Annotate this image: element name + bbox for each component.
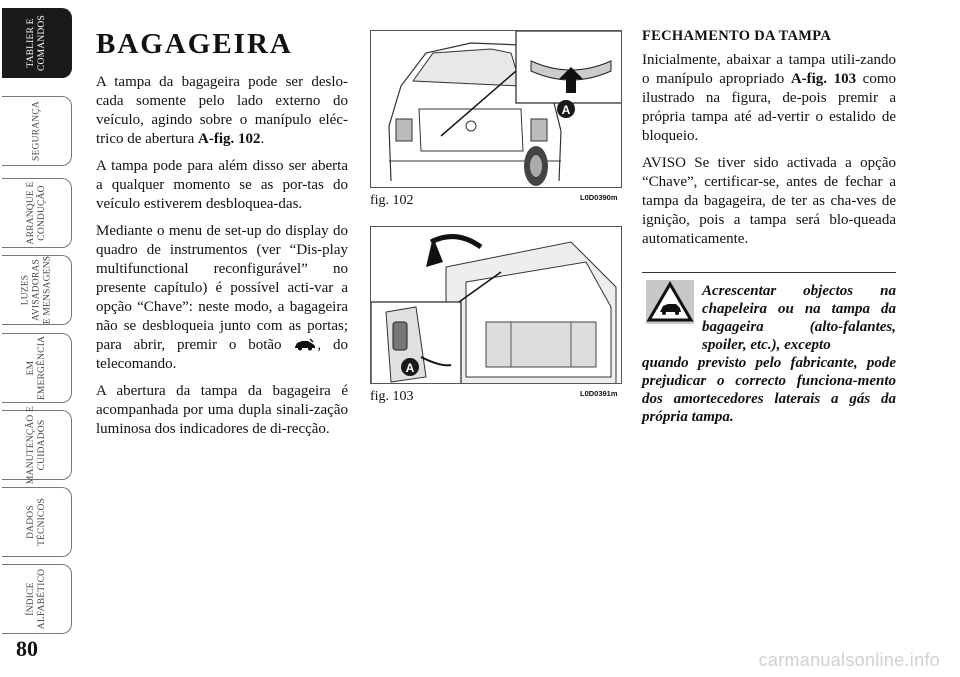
warning-text <box>642 282 896 426</box>
paragraph-text: . <box>260 131 265 147</box>
tab-arranque-conducao[interactable] <box>2 178 72 248</box>
warning-lead: Acrescentar objectos na chapeleira ou na tampa da bagageira (alto-falantes, spoiler, etc.), excepto <box>702 283 896 353</box>
chapter-sidebar <box>0 0 75 640</box>
figure-102-code: L0D0390m <box>580 193 618 202</box>
figure-reference: A-fig. 103 <box>790 71 857 87</box>
watermark: carmanualsonline.info <box>758 650 940 670</box>
paragraph-aviso: AVISO Se tiver sido activada a opção “Chave”, certificar-se, antes de fechar a tampa da bagageira, de ter as cha-ves de ignição, pois a tampa será blo-queada automaticamente. <box>642 155 896 247</box>
figure-103-code: L0D0391m <box>580 389 618 398</box>
tab-label: TABLIER E COMANDOS <box>25 15 47 71</box>
paragraph-closing <box>642 51 896 146</box>
paragraph-text: A tampa da bagageira pode ser deslo-cada somente pelo lado externo do veículo, agindo sobre o manípulo eléc-trico de abertura <box>96 74 348 147</box>
page-title: BAGAGEIRA <box>96 28 293 60</box>
right-column <box>642 28 896 257</box>
paragraph-text: Mediante o menu de set-up do display do quadro de instrumentos (ver “Dis-play multifunctional reconfigurável” no presente capítulo) é possível acti-var a opção “Chave”: neste modo, a bagageira não se desbloqueia junto com as portas; para abrir, premir o botão <box>96 223 348 353</box>
paragraph-1 <box>96 73 348 149</box>
figure-102-caption: fig. 102 <box>370 193 414 208</box>
tab-manutencao-cuidados[interactable] <box>2 405 72 485</box>
tab-label: SEGURANÇA <box>31 101 41 161</box>
tab-luzes-avisadoras[interactable] <box>2 255 72 325</box>
tab-label: ÍNDICE ALFABÉTICO <box>25 568 47 630</box>
paragraph-text: como ilustrado na figura, de-pois premir a própria tampa até ad-vertir o estalido de bloqueio. <box>642 71 896 144</box>
tab-label: ARRANQUE E CONDUÇÃO <box>25 181 47 245</box>
tab-dados-tecnicos[interactable] <box>2 487 72 557</box>
car-lock-icon <box>293 338 317 351</box>
figure-103-caption: fig. 103 <box>370 389 414 404</box>
tab-tablier-comandos[interactable] <box>2 8 72 78</box>
open-trunk-illustration <box>371 227 622 384</box>
warning-rest: quando previsto pelo fabricante, pode prejudicar o correcto funciona-mento dos amortecedores laterais a gás da própria tampa. <box>642 355 896 425</box>
page-number: 80 <box>16 636 38 661</box>
paragraph-3 <box>96 222 348 374</box>
tab-label: EM EMERGÊNCIA <box>25 335 47 401</box>
paragraph-text: Inicialmente, abaixar a tampa utili-zando o manípulo apropriado <box>642 52 896 87</box>
warning-divider <box>642 272 896 273</box>
figure-102-illustration <box>370 30 622 188</box>
callout-a: A <box>561 103 571 117</box>
tab-label: DADOS TÉCNICOS <box>25 497 47 547</box>
car-rear-illustration <box>371 31 622 188</box>
figure-103-illustration <box>370 226 622 384</box>
figure-reference: A-fig. 102 <box>198 131 261 147</box>
tab-em-emergencia[interactable] <box>2 333 72 403</box>
tab-label: LUZES AVISADORAS E MENSAGENS <box>20 255 52 325</box>
paragraph-2: A tampa pode para além disso ser aberta a qualquer momento se as por-tas do veículo estiverem desbloquea-das. <box>96 158 348 212</box>
callout-a: A <box>405 361 415 375</box>
main-column <box>96 28 348 447</box>
paragraph-4: A abertura da tampa da bagageira é acompanhada por uma dupla sinali-zação luminosa dos indicadores de di-recção. <box>96 383 348 437</box>
paragraph-text: , do telecomando. <box>96 337 348 372</box>
tab-indice-alfabetico[interactable] <box>2 564 72 634</box>
tab-seguranca[interactable] <box>2 96 72 166</box>
tab-label: MANUTENÇÃO E CUIDADOS <box>25 405 47 485</box>
section-heading: FECHAMENTO DA TAMPA <box>642 28 832 44</box>
